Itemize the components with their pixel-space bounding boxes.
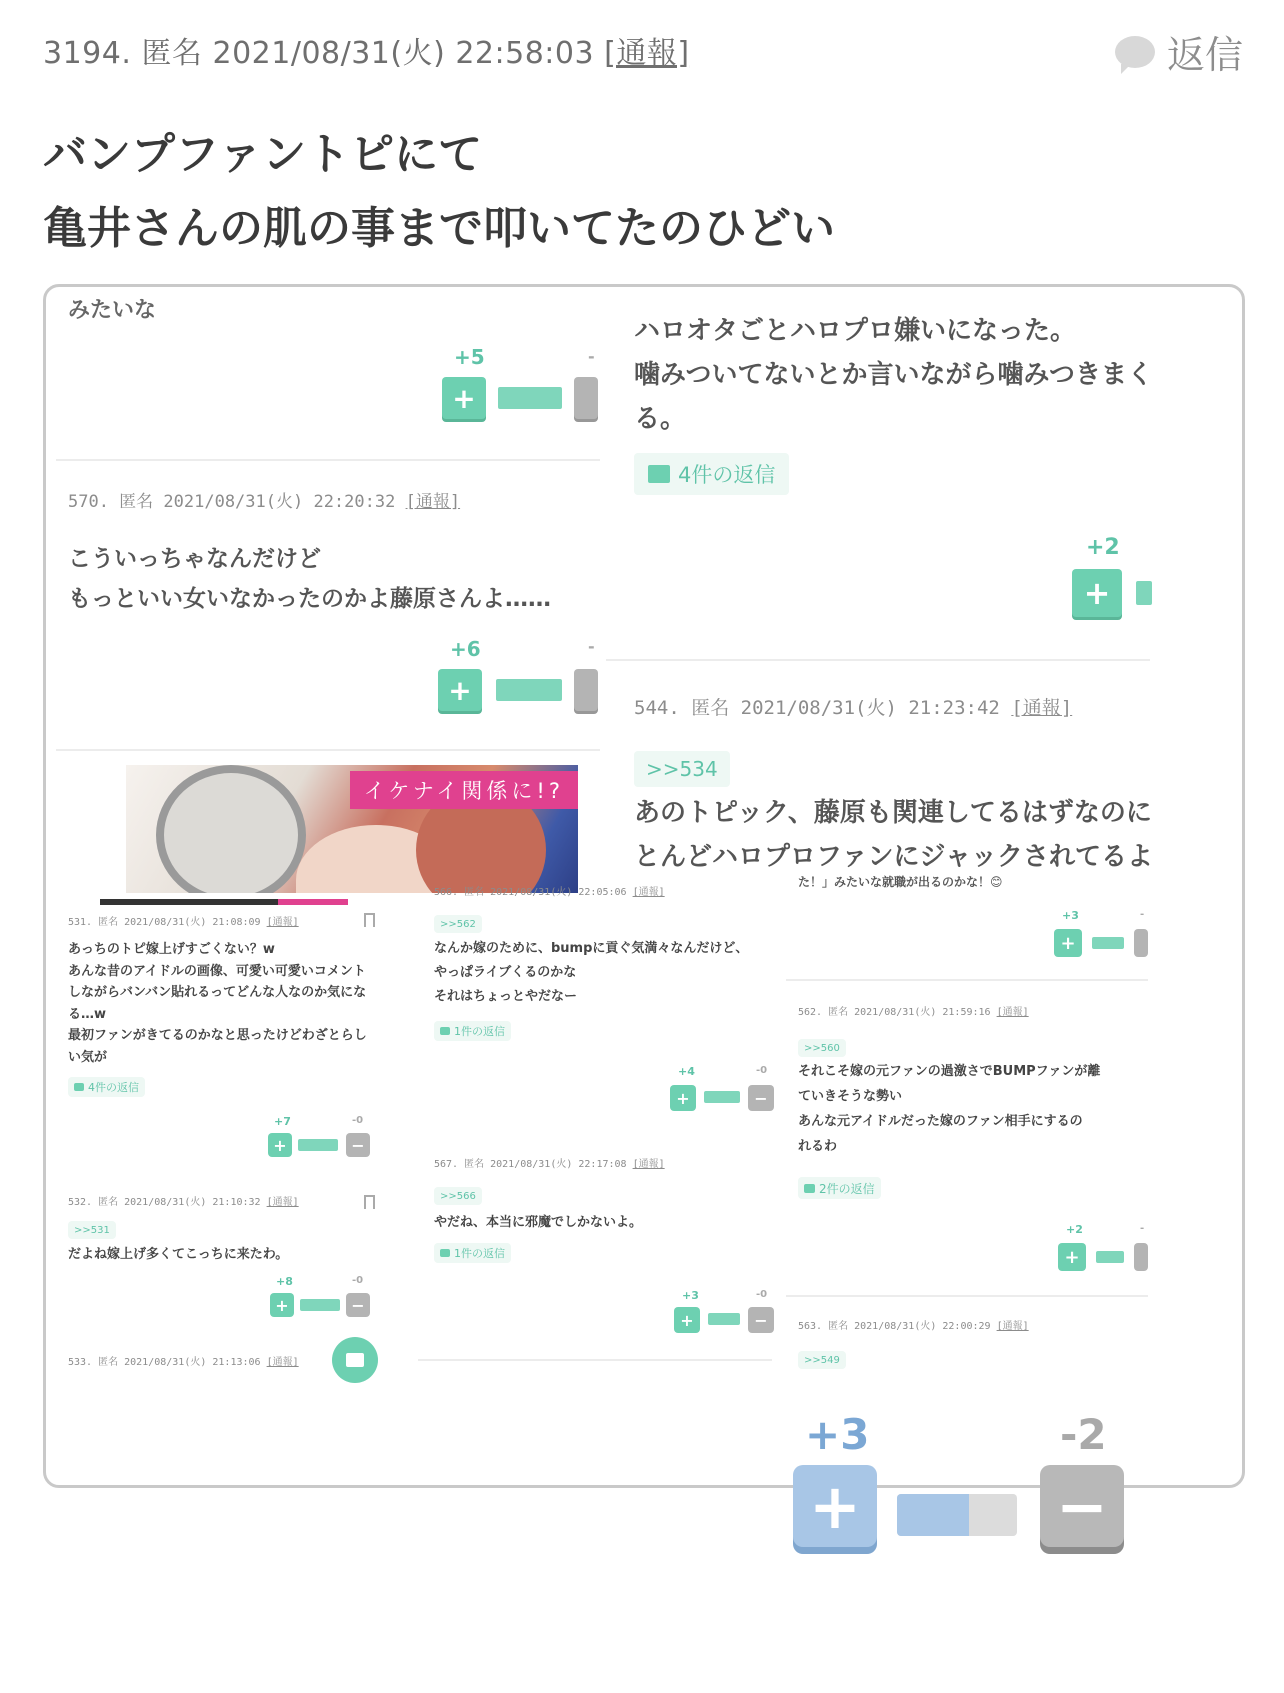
sc-plus-button: + <box>674 1307 700 1333</box>
sc-anchor-link: >>560 <box>798 1039 846 1057</box>
sc-divider <box>56 749 600 751</box>
sc-minus-button <box>1134 1243 1148 1271</box>
plus-icon: + <box>809 1469 861 1543</box>
sc-comment-meta: 532. 匿名 2021/08/31(火) 21:10:32 [通報] <box>68 1197 299 1208</box>
sc-comment-icon <box>440 1249 450 1257</box>
comment-meta <box>43 28 690 72</box>
reply-button[interactable] <box>1115 24 1243 79</box>
comment-body-line: 亀井さんの肌の事まで叩いてたのひどい <box>43 203 835 254</box>
sc-divider <box>418 1359 772 1361</box>
sc-minus-count: -0 <box>352 1275 364 1286</box>
sc-vote-bar <box>704 1091 740 1103</box>
sc-plus-count: +6 <box>450 637 481 661</box>
sc-divider <box>786 979 1148 981</box>
sc-minus-button: − <box>346 1293 370 1317</box>
sc-comment-icon <box>440 1027 450 1035</box>
sc-vote-bar <box>298 1139 338 1151</box>
sc-divider <box>56 459 600 461</box>
plus-vote-button[interactable] <box>793 1465 877 1547</box>
sc-minus-count: - <box>1140 1223 1145 1234</box>
sc-comment-body: こういっちゃなんだけど もっといい女いなかったのかよ藤原さんよ…… <box>68 546 551 612</box>
sc-minus-count: - <box>588 347 595 366</box>
sc-comment-meta: 570. 匿名 2021/08/31(火) 22:20:32 [通報] <box>68 492 461 512</box>
sc-vote-bar <box>1092 937 1124 949</box>
vote-ratio-bar <box>897 1494 1017 1536</box>
sc-anchor-link: >>531 <box>68 1221 116 1239</box>
sc-plus-count: +4 <box>678 1065 695 1078</box>
sc-minus-button: − <box>346 1133 370 1157</box>
sc-comment-meta: 566. 匿名 2021/08/31(火) 22:05:06 [通報] <box>434 887 665 898</box>
sc-replies-chip: 2件の返信 <box>798 1177 881 1199</box>
minus-count: -2 <box>1060 1410 1107 1459</box>
sc-minus-count: - <box>1140 909 1145 920</box>
sc-comment-body: それこそ嫁の元ファンの過激さでBUMPファンが離 ていきそうな勢い あんな元アイドルだった嫁のファン相手にするの れるわ <box>798 1064 1101 1154</box>
comment-body <box>43 118 835 266</box>
sc-replies-chip: 1件の返信 <box>434 1021 511 1041</box>
sc-comment-body: た！」みたいな就職が出るのかな！😊 <box>798 875 1003 889</box>
sc-comment-body: ハロオタごとハロプロ嫌いになった。 噛みついてないとか言いながら噛みつきまく る。 <box>634 316 1153 434</box>
sc-plus-count: +7 <box>274 1115 291 1128</box>
sc-minus-count: - <box>588 637 595 656</box>
sc-plus-count: +3 <box>1062 909 1079 922</box>
sc-vote-bar <box>300 1299 340 1311</box>
sc-minus-count: -0 <box>352 1115 364 1126</box>
sc-plus-button: + <box>270 1293 294 1317</box>
comment-datetime: 2021/08/31(火) 22:58:03 <box>212 36 595 71</box>
comment-header <box>43 28 1243 84</box>
sc-minus-button: − <box>748 1307 774 1333</box>
vote-ratio-fill <box>897 1494 969 1536</box>
sc-replies-chip: 4件の返信 <box>68 1077 145 1097</box>
sc-plus-button: + <box>268 1133 292 1157</box>
attached-screenshot[interactable] <box>43 284 1245 1488</box>
sc-comment-meta: 567. 匿名 2021/08/31(火) 22:17:08 [通報] <box>434 1159 665 1170</box>
sc-plus-count: +3 <box>682 1289 699 1302</box>
sc-minus-button: − <box>748 1085 774 1111</box>
comment-body-line: バンプファントピにて <box>43 129 483 180</box>
sc-ad-image <box>126 765 578 893</box>
minus-vote-button[interactable] <box>1040 1465 1124 1547</box>
sc-text: みたいな <box>68 298 157 323</box>
sc-plus-button: + <box>442 377 486 419</box>
sc-plus-count: +8 <box>276 1275 293 1288</box>
sc-plus-button: + <box>438 669 482 711</box>
sc-plus-count: +5 <box>454 345 485 369</box>
sc-comment-body: だよね嫁上げ多くてこっちに来たわ。 <box>68 1247 289 1262</box>
sc-comment-meta: 562. 匿名 2021/08/31(火) 21:59:16 [通報] <box>798 1007 1029 1018</box>
sc-ad-tag: イケナイ関係に!? <box>350 771 578 809</box>
sc-minus-button <box>574 377 598 419</box>
sc-vote-bar <box>496 679 562 701</box>
sc-comment-meta: 531. 匿名 2021/08/31(火) 21:08:09 [通報] <box>68 917 299 928</box>
sc-anchor-link: >>562 <box>434 915 482 933</box>
sc-plus-count: +2 <box>1066 1223 1083 1236</box>
bookmark-icon <box>364 1195 375 1209</box>
sc-replies-chip: 1件の返信 <box>434 1243 511 1263</box>
sc-plus-button: + <box>670 1085 696 1111</box>
reply-label: 返信 <box>1166 33 1243 77</box>
sc-minus-count: -0 <box>756 1289 768 1300</box>
sc-ad-strip-accent <box>278 899 348 905</box>
sc-plus-button: + <box>1054 929 1082 957</box>
sc-vote-bar <box>708 1313 740 1325</box>
sc-vote-bar <box>498 387 562 409</box>
vote-controls <box>790 1410 1130 1560</box>
sc-minus-button <box>574 669 598 711</box>
sc-plus-count: +2 <box>1086 535 1120 560</box>
sc-comment-fab <box>332 1337 378 1383</box>
sc-comment-body: なんか嫁のために、bumpに貢ぐ気満々なんだけど、 やっぱライブくるのかな それはちょっとやだなー <box>434 941 749 1004</box>
sc-divider <box>606 659 1150 661</box>
sc-comment-icon <box>648 465 670 483</box>
comment-author: 匿名 <box>141 36 203 71</box>
bookmark-icon <box>364 913 375 927</box>
sc-vote-bar <box>1136 581 1152 605</box>
sc-plus-button: + <box>1058 1243 1086 1271</box>
sc-plus-button: + <box>1072 569 1122 617</box>
sc-comment-meta: 533. 匿名 2021/08/31(火) 21:13:06 [通報] <box>68 1357 299 1368</box>
sc-anchor-link: >>549 <box>798 1351 846 1369</box>
minus-icon: − <box>1056 1469 1108 1543</box>
sc-minus-button <box>1134 929 1148 957</box>
sc-minus-count: -0 <box>756 1065 768 1076</box>
report-link[interactable]: [通報] <box>604 36 690 71</box>
sc-comment-meta: 544. 匿名 2021/08/31(火) 21:23:42 [通報] <box>634 697 1073 719</box>
sc-comment-icon <box>74 1083 84 1091</box>
sc-anchor-link: >>566 <box>434 1187 482 1205</box>
sc-comment-body: やだね、本当に邪魔でしかないよ。 <box>434 1215 643 1230</box>
sc-comment-meta: 563. 匿名 2021/08/31(火) 22:00:29 [通報] <box>798 1321 1029 1332</box>
sc-replies-chip: 4件の返信 <box>634 453 789 495</box>
sc-comment-body: あっちのトピ嫁上げすごくない？w あんな昔のアイドルの画像、可愛い可愛いコメント しながらバンバン貼れるってどんな人なのか気にな る…w 最初ファンがきてるのかなと思ったけどわざとらし い気が <box>68 942 367 1065</box>
sc-divider <box>786 1295 1148 1297</box>
speech-bubble-icon <box>1115 36 1155 68</box>
sc-vote-bar <box>1096 1251 1124 1263</box>
sc-comment-icon <box>804 1184 815 1193</box>
sc-anchor-link: >>534 <box>634 751 730 787</box>
comment-number: 3194. <box>43 36 132 71</box>
plus-count: +3 <box>805 1410 870 1459</box>
sc-comment-body: あのトピック、藤原も関連してるはずなのに とんどハロプロファンにジャックされてるよ <box>634 798 1153 872</box>
